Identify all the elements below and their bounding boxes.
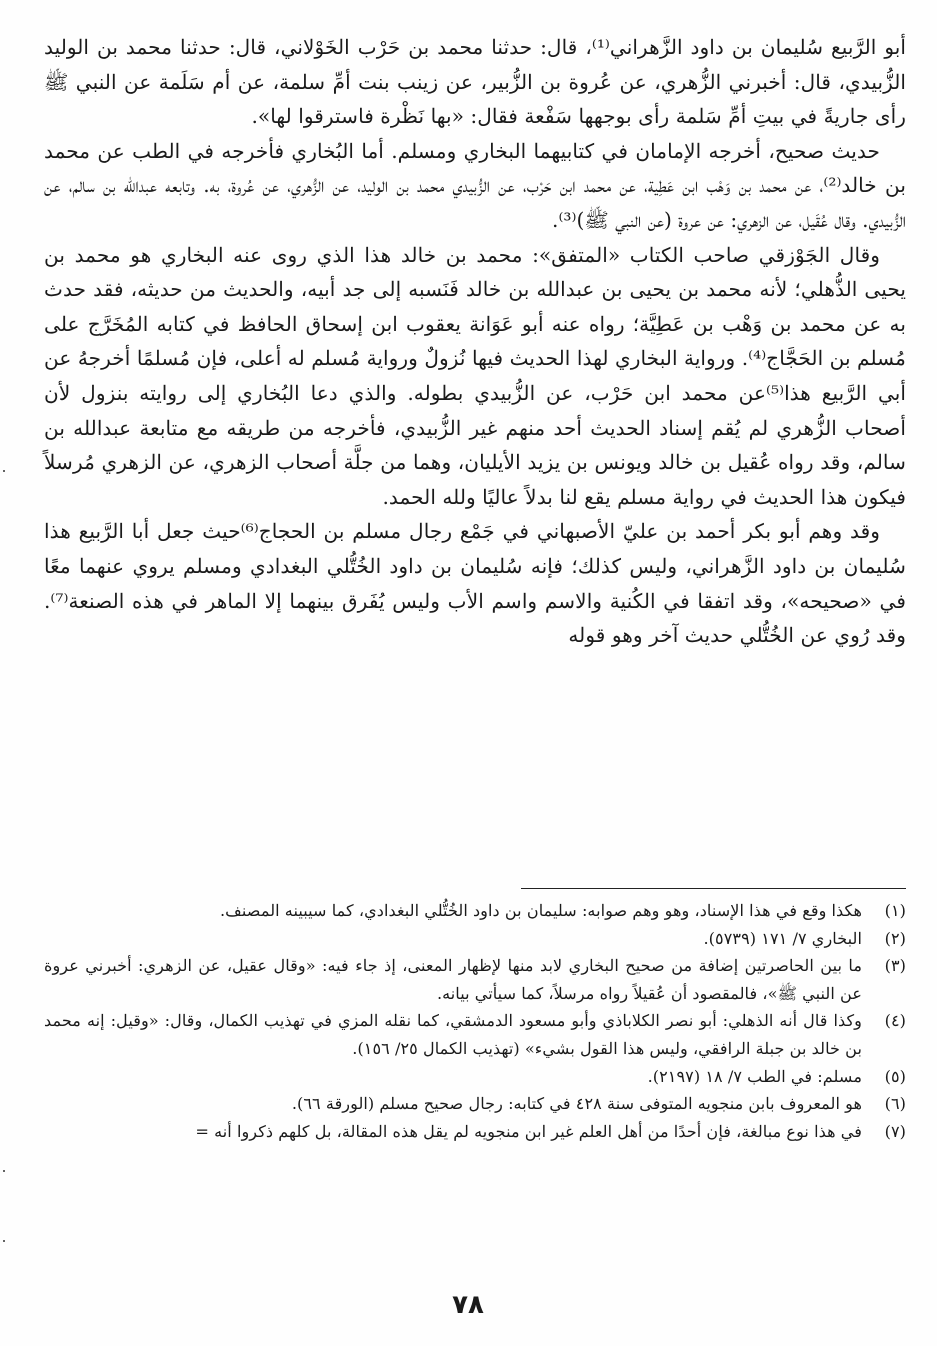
footnote-text: البخاري ٧/ ١٧١ (٥٧٣٩). <box>703 928 862 948</box>
paragraph-2: حديث صحيح، أخرجه الإمامان في كتابيهما البخاري ومسلم. أما البُخاري فأخرجه في الطب عن محمد بن خالد⁽²⁾، عن محمد بن وَهْب ابن عَطِية، عن محمد ابن حَرْب، عن الزُّبيدي محمد بن الوليد، عن الزُّهري، عن عُروة، به. وتابعه عبدالله بن سالم، عن الزُّبيدي. وقال عُقَيل، عن الزهري: عن عروة (عن النبي ﷺ)⁽³⁾. <box>44 138 906 232</box>
paragraph-4: وقد وهم أبو بكر أحمد بن عليّ الأصبهاني في جَمْع رجال مسلم بن الحجاج⁽⁶⁾حيث جعل أبا الرَّبيع هذا سُليمان بن داود الزَّهراني، وليس كذلك؛ فإنه سُليمان بن داود الخُتُّلي البغدادي ومسلم يروي عنهما معًا في «صحيحه»، وقد اتفقا في الكُنية والاسم واسم الأب وليس يُفَرق بينهما إلا الماهر في هذه الصنعة⁽⁷⁾. وقد رُوي عن الخُتُّلي حديث آخر وهو قوله <box>44 519 906 648</box>
footnote-item <box>44 1090 906 1118</box>
footnote-number: (٢) <box>884 928 906 948</box>
footnote-item <box>44 897 906 925</box>
footnote-number: (٧) <box>884 1121 906 1141</box>
footnote-number: (١) <box>884 901 906 920</box>
footnote-item <box>44 925 906 953</box>
paragraph-1: أبو الرَّبيع سُليمان بن داود الزَّهراني⁽¹⁾، قال: حدثنا محمد بن حَرْب الخَوْلاني، قال: حدثنا محمد بن الوليد الزُّبيدي، قال: أخبرني الزُّهري، عن عُروة بن الزُّبير، عن زينب بنت أمِّ سلمة، عن أم سَلَمة عن النبي ﷺ رأى جاريةً في بيتِ أمِّ سَلمة رأى بوجهها سَفْعة فقال: «بها نَظْرة فاسترقوا لها». <box>44 35 907 129</box>
footnote-item <box>44 1063 906 1091</box>
scan-speck <box>3 1170 5 1172</box>
footnote-number: (٤) <box>884 1011 906 1031</box>
scan-speck <box>3 470 5 472</box>
footnote-text: هكذا وقع في هذا الإسناد، وهو وهم صوابه: سليمان بن داود الخُتُّلي البغدادي، كما سيبينه المصنف. <box>220 901 862 920</box>
main-text-block <box>44 30 906 653</box>
footnote-text: مسلم: في الطب ٧/ ١٨ (٢١٩٧). <box>647 1066 862 1086</box>
footnote-item <box>44 1118 906 1146</box>
footnote-number: (٥) <box>884 1066 906 1086</box>
footnote-separator <box>521 888 906 889</box>
scan-speck <box>3 1240 5 1242</box>
footnote-text: في هذا نوع مبالغة، فإن أحدًا من أهل العلم غير ابن منجويه لم يقل هذه المقالة، بل كلهم ذكروا أنه = <box>195 1121 862 1141</box>
footnote-item <box>44 1007 906 1062</box>
page-number: ٧٨ <box>452 1290 484 1320</box>
footnote-number: (٦) <box>884 1094 906 1114</box>
footnote-text: هو المعروف بابن منجويه المتوفى سنة ٤٢٨ في كتابه: رجال صحيح مسلم (الورقة ٦٦). <box>291 1094 862 1114</box>
footnote-text: وكذا قال أنه الذهلي: أبو نصر الكلاباذي وأبو مسعود الدمشقي، كما نقله المزي في تهذيب الكمال، وقال: «وقيل: إنه محمد بن خالد بن جبلة الرافقي، وليس هذا القول بشيء» (تهذيب الكمال ٢٥/ ١٥٦). <box>44 1011 862 1058</box>
footnotes-section <box>44 897 906 1145</box>
footnote-item <box>44 952 906 1007</box>
paragraph-3: وقال الجَوْزقي صاحب الكتاب «المتفق»: محمد بن خالد هذا الذي روى عنه البخاري هو محمد بن يحيى الذُّهلي؛ لأنه محمد بن يحيى بن عبدالله بن خالد فَنَسبه إلى جد أبيه، والحديث من حديثه، فقد حدث به عن محمد بن وَهْب بن عَطِيَّة؛ رواه عنه أبو عَوَانة يعقوب ابن إسحاق الحافظ في كتابه المُخَرَّج على مُسلم بن الحَجَّاج⁽⁴⁾. ورواية البخاري لهذا الحديث فيها نُزولٌ ورواية مُسلم له أعلى، فإن مُسلمًا أخرجهُ عن أبي الرَّبيع هذا⁽⁵⁾عن محمد ابن حَرْب، عن الزُّبيدي بطوله. والذي دعا البُخاري إلى روايته بنزول لأن أصحاب الزُّهري لم يُقم إسناد الحديث أحد منهم غير الزُّبيدي، فأخرجه من طريقه مع متابعة عبدالله بن سالم، وقد رواه عُقيل بن خالد ويونس بن يزيد الأيليان، وهما من جلَّة أصحاب الزهري، عن الزهري مُرسلاً فيكون هذا الحديث في رواية مسلم يقع لنا بدلاً عاليًا ولله الحمد. <box>44 242 906 509</box>
footnote-number: (٣) <box>884 956 906 976</box>
footnote-text: ما بين الحاصرتين إضافة من صحيح البخاري لابد منها لإظهار المعنى، إذ جاء فيه: «وقال عقيل، عن الزهري: أخبرني عروة عن النبي ﷺ»، فالمقصود أن عُقيلاً رواه مرسلاً، كما سيأتي بيانه. <box>44 956 862 1003</box>
